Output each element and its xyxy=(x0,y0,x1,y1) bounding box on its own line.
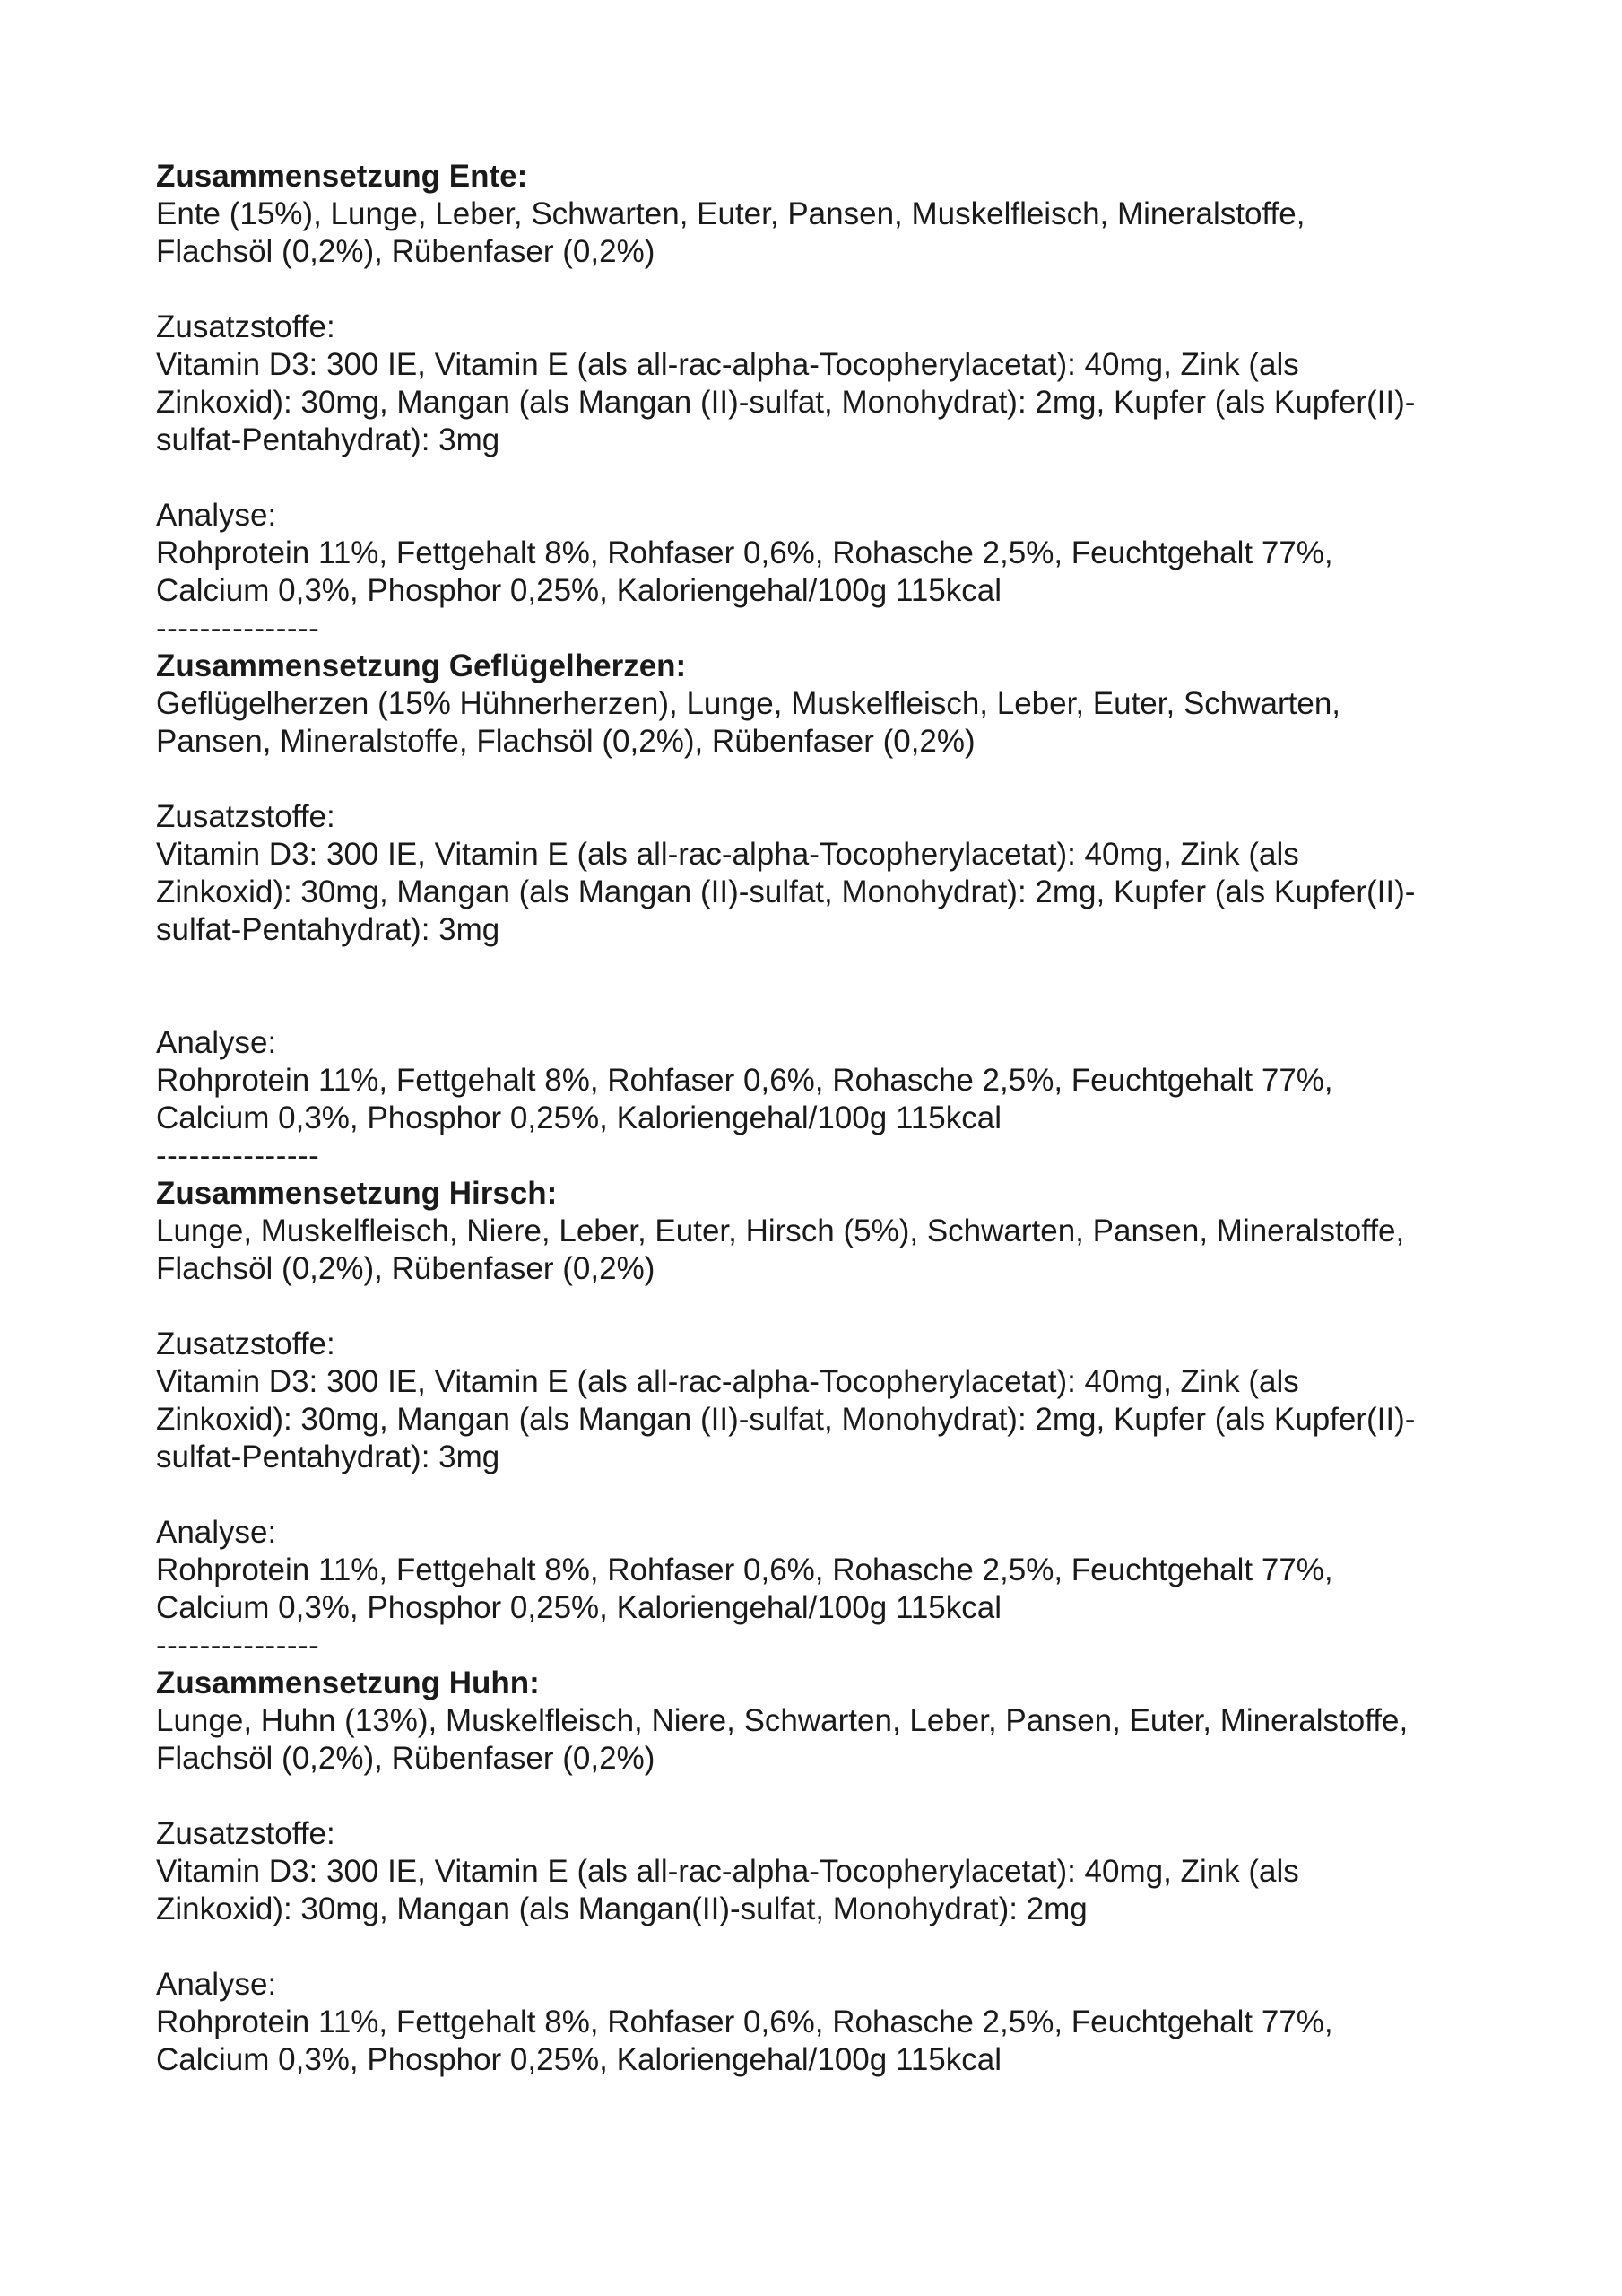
section-separator: --------------- xyxy=(156,611,320,646)
section-separator: --------------- xyxy=(156,1138,320,1173)
analysis-label: Analyse: xyxy=(156,1967,277,2002)
additives-line: Zinkoxid): 30mg, Mangan (als Mangan (II)-sulfat, Monohydrat): 2mg, Kupfer (als Kupfer(II)- xyxy=(156,385,1416,420)
section-huhn xyxy=(156,1665,1501,2079)
additives-label: Zusatzstoffe: xyxy=(156,309,335,344)
spacer xyxy=(156,1778,1501,1815)
analysis-line: Rohprotein 11%, Fettgehalt 8%, Rohfaser 0,6%, Rohasche 2,5%, Feuchtgehalt 77%, xyxy=(156,535,1333,570)
analysis-label: Analyse: xyxy=(156,1515,277,1550)
section-gefluegelherzen xyxy=(156,648,1501,1175)
analysis-line: Rohprotein 11%, Fettgehalt 8%, Rohfaser 0,6%, Rohasche 2,5%, Feuchtgehalt 77%, xyxy=(156,2005,1333,2039)
analysis-label: Analyse: xyxy=(156,1025,277,1060)
composition-line: Ente (15%), Lunge, Leber, Schwarten, Euter, Pansen, Muskelfleisch, Mineralstoffe, xyxy=(156,196,1305,231)
spacer xyxy=(156,1288,1501,1326)
analysis-line: Rohprotein 11%, Fettgehalt 8%, Rohfaser 0,6%, Rohasche 2,5%, Feuchtgehalt 77%, xyxy=(156,1063,1333,1098)
composition-line: Lunge, Huhn (13%), Muskelfleisch, Niere, Schwarten, Leber, Pansen, Euter, Mineralstoffe, xyxy=(156,1703,1409,1738)
composition-line: Lunge, Muskelfleisch, Niere, Leber, Euter, Hirsch (5%), Schwarten, Pansen, Mineralstoffe, xyxy=(156,1213,1405,1248)
section-hirsch xyxy=(156,1175,1501,1665)
composition-line: Flachsöl (0,2%), Rübenfaser (0,2%) xyxy=(156,1741,655,1776)
additives-line: sulfat-Pentahydrat): 3mg xyxy=(156,422,500,457)
composition-line: Pansen, Mineralstoffe, Flachsöl (0,2%), Rübenfaser (0,2%) xyxy=(156,724,976,759)
additives-line: Zinkoxid): 30mg, Mangan (als Mangan (II)-sulfat, Monohydrat): 2mg, Kupfer (als Kupfer(II)- xyxy=(156,1402,1416,1437)
additives-line: Zinkoxid): 30mg, Mangan (als Mangan(II)-sulfat, Monohydrat): 2mg xyxy=(156,1892,1088,1926)
analysis-line: Calcium 0,3%, Phosphor 0,25%, Kaloriengehal/100g 115kcal xyxy=(156,1100,1002,1135)
additives-line: Zinkoxid): 30mg, Mangan (als Mangan (II)-sulfat, Monohydrat): 2mg, Kupfer (als Kupfer(II)- xyxy=(156,874,1416,909)
additives-line: sulfat-Pentahydrat): 3mg xyxy=(156,1439,500,1474)
section-title: Zusammensetzung Ente: xyxy=(156,159,528,194)
composition-line: Flachsöl (0,2%), Rübenfaser (0,2%) xyxy=(156,234,655,269)
analysis-line: Rohprotein 11%, Fettgehalt 8%, Rohfaser 0,6%, Rohasche 2,5%, Feuchtgehalt 77%, xyxy=(156,1552,1333,1587)
composition-line: Flachsöl (0,2%), Rübenfaser (0,2%) xyxy=(156,1251,655,1286)
document-page xyxy=(156,158,1501,2079)
spacer xyxy=(156,761,1501,798)
analysis-label: Analyse: xyxy=(156,498,277,533)
section-title: Zusammensetzung Geflügelherzen: xyxy=(156,648,687,683)
analysis-line: Calcium 0,3%, Phosphor 0,25%, Kaloriengehal/100g 115kcal xyxy=(156,2042,1002,2077)
composition-line: Geflügelherzen (15% Hühnerherzen), Lunge, Muskelfleisch, Leber, Euter, Schwarten, xyxy=(156,686,1341,721)
analysis-line: Calcium 0,3%, Phosphor 0,25%, Kaloriengehal/100g 115kcal xyxy=(156,573,1002,608)
section-separator: --------------- xyxy=(156,1628,320,1663)
additives-line: Vitamin D3: 300 IE, Vitamin E (als all-rac-alpha-Tocopherylacetat): 40mg, Zink (als xyxy=(156,347,1299,382)
section-title: Zusammensetzung Hirsch: xyxy=(156,1176,558,1211)
spacer xyxy=(156,459,1501,497)
additives-label: Zusatzstoffe: xyxy=(156,799,335,834)
spacer xyxy=(156,949,1501,1024)
spacer xyxy=(156,1928,1501,1966)
analysis-line: Calcium 0,3%, Phosphor 0,25%, Kaloriengehal/100g 115kcal xyxy=(156,1590,1002,1625)
section-title: Zusammensetzung Huhn: xyxy=(156,1665,540,1700)
additives-line: Vitamin D3: 300 IE, Vitamin E (als all-rac-alpha-Tocopherylacetat): 40mg, Zink (als xyxy=(156,1364,1299,1399)
additives-line: Vitamin D3: 300 IE, Vitamin E (als all-rac-alpha-Tocopherylacetat): 40mg, Zink (als xyxy=(156,1854,1299,1889)
additives-line: Vitamin D3: 300 IE, Vitamin E (als all-rac-alpha-Tocopherylacetat): 40mg, Zink (als xyxy=(156,837,1299,872)
additives-label: Zusatzstoffe: xyxy=(156,1326,335,1361)
additives-line: sulfat-Pentahydrat): 3mg xyxy=(156,912,500,947)
spacer xyxy=(156,1476,1501,1514)
spacer xyxy=(156,271,1501,309)
section-ente xyxy=(156,158,1501,648)
additives-label: Zusatzstoffe: xyxy=(156,1816,335,1851)
